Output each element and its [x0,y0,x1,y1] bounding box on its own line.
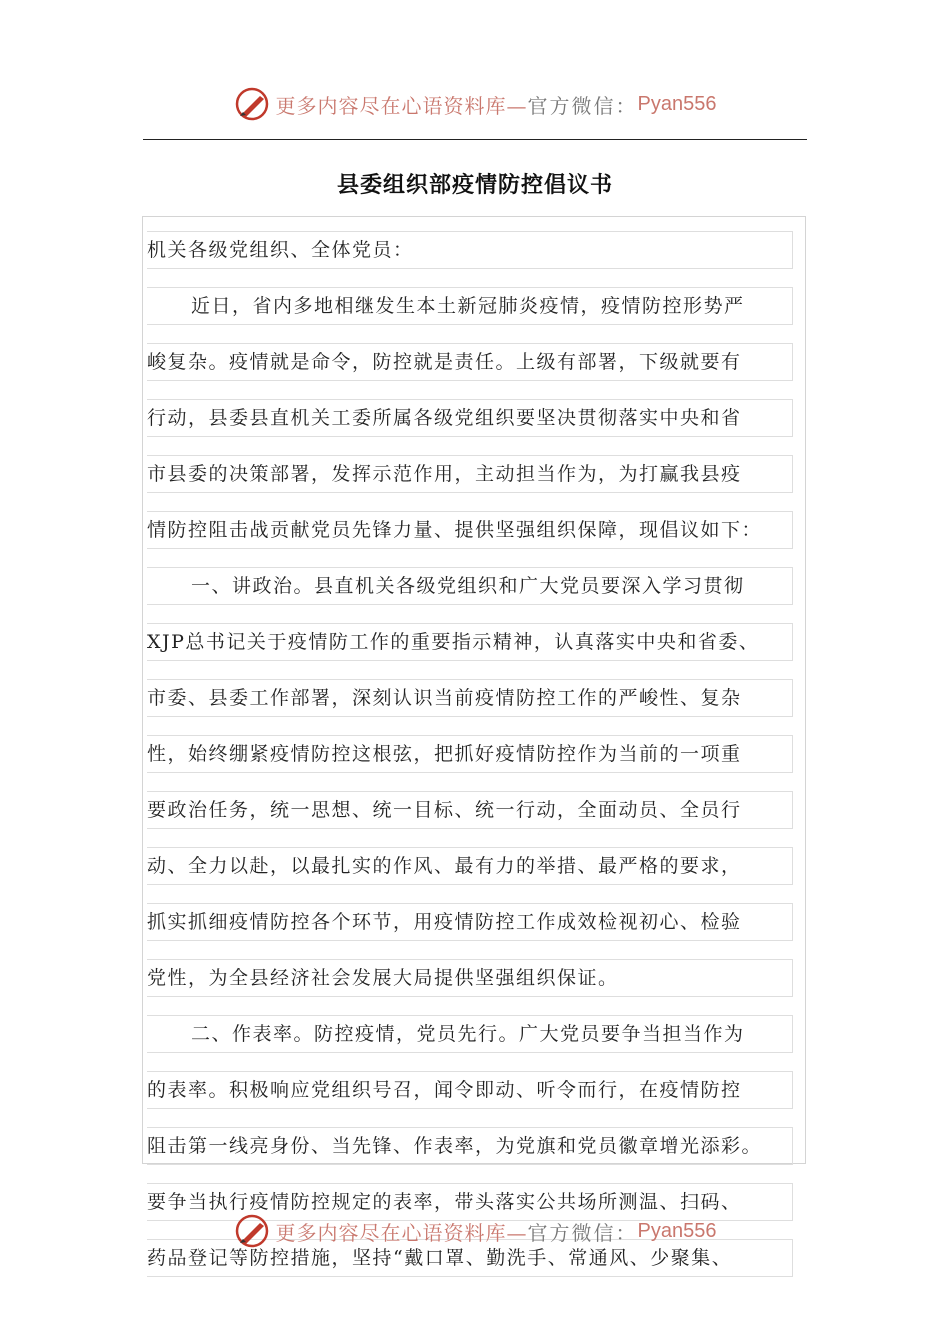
banner-wechat-label: 官方微信： [527,93,638,118]
document-body [147,225,793,1289]
text-line: 一、讲政治。县直机关各级党组织和广大党员要深入学习贯彻 [147,567,793,617]
text-line: 情防控阻击战贡献党员先锋力量、提供坚强组织保障，现倡议如下： [147,511,793,561]
text-line: 药品登记等防控措施，坚持“戴口罩、勤洗手、常通风、少聚集、 [147,1239,793,1289]
text-line: 党性，为全县经济社会发展大局提供坚强组织保证。 [147,959,793,1009]
pen-logo-icon [234,86,270,122]
text-line: 要争当执行疫情防控规定的表率，带头落实公共场所测温、扫码、 [147,1183,793,1233]
header-divider [143,139,807,140]
text-line: 市县委的决策部署，发挥示范作用，主动担当作为，为打赢我县疫 [147,455,793,505]
text-line: 行动，县委县直机关工委所属各级党组织要坚决贯彻落实中央和省 [147,399,793,449]
text-line: 市委、县委工作部署，深刻认识当前疫情防控工作的严峻性、复杂 [147,679,793,729]
text-line: 要政治任务，统一思想、统一目标、统一行动，全面动员、全员行 [147,791,793,841]
banner-wechat-id: Pyan556 [637,1219,717,1242]
text-line: 抓实抓细疫情防控各个环节，用疫情防控工作成效检视初心、检验 [147,903,793,953]
text-line: 的表率。积极响应党组织号召，闻令即动、听令而行，在疫情防控 [147,1071,793,1121]
pen-logo-icon [234,1213,270,1249]
text-line: 机关各级党组织、全体党员： [147,231,793,281]
document-title: 县委组织部疫情防控倡议书 [336,173,613,198]
banner-text: 更多内容尽在心语资料库— [275,93,528,118]
banner-wechat-id: Pyan556 [637,92,717,115]
header-banner [0,84,950,124]
text-line: XJP总书记关于疫情防工作的重要指示精神，认真落实中央和省委、 [147,623,793,673]
text-line: 动、全力以赴，以最扎实的作风、最有力的举措、最严格的要求， [147,847,793,897]
footer-banner [0,1211,950,1251]
text-line: 峻复杂。疫情就是命令，防控就是责任。上级有部署，下级就要有 [147,343,793,393]
text-line: 性，始终绷紧疫情防控这根弦，把抓好疫情防控作为当前的一项重 [147,735,793,785]
text-line: 阻击第一线亮身份、当先锋、作表率，为党旗和党员徽章增光添彩。 [147,1127,793,1177]
text-line: 近日，省内多地相继发生本土新冠肺炎疫情，疫情防控形势严 [147,287,793,337]
banner-text: 更多内容尽在心语资料库— [275,1220,528,1245]
banner-wechat-label: 官方微信： [527,1220,638,1245]
text-line: 二、作表率。防控疫情，党员先行。广大党员要争当担当作为 [147,1015,793,1065]
